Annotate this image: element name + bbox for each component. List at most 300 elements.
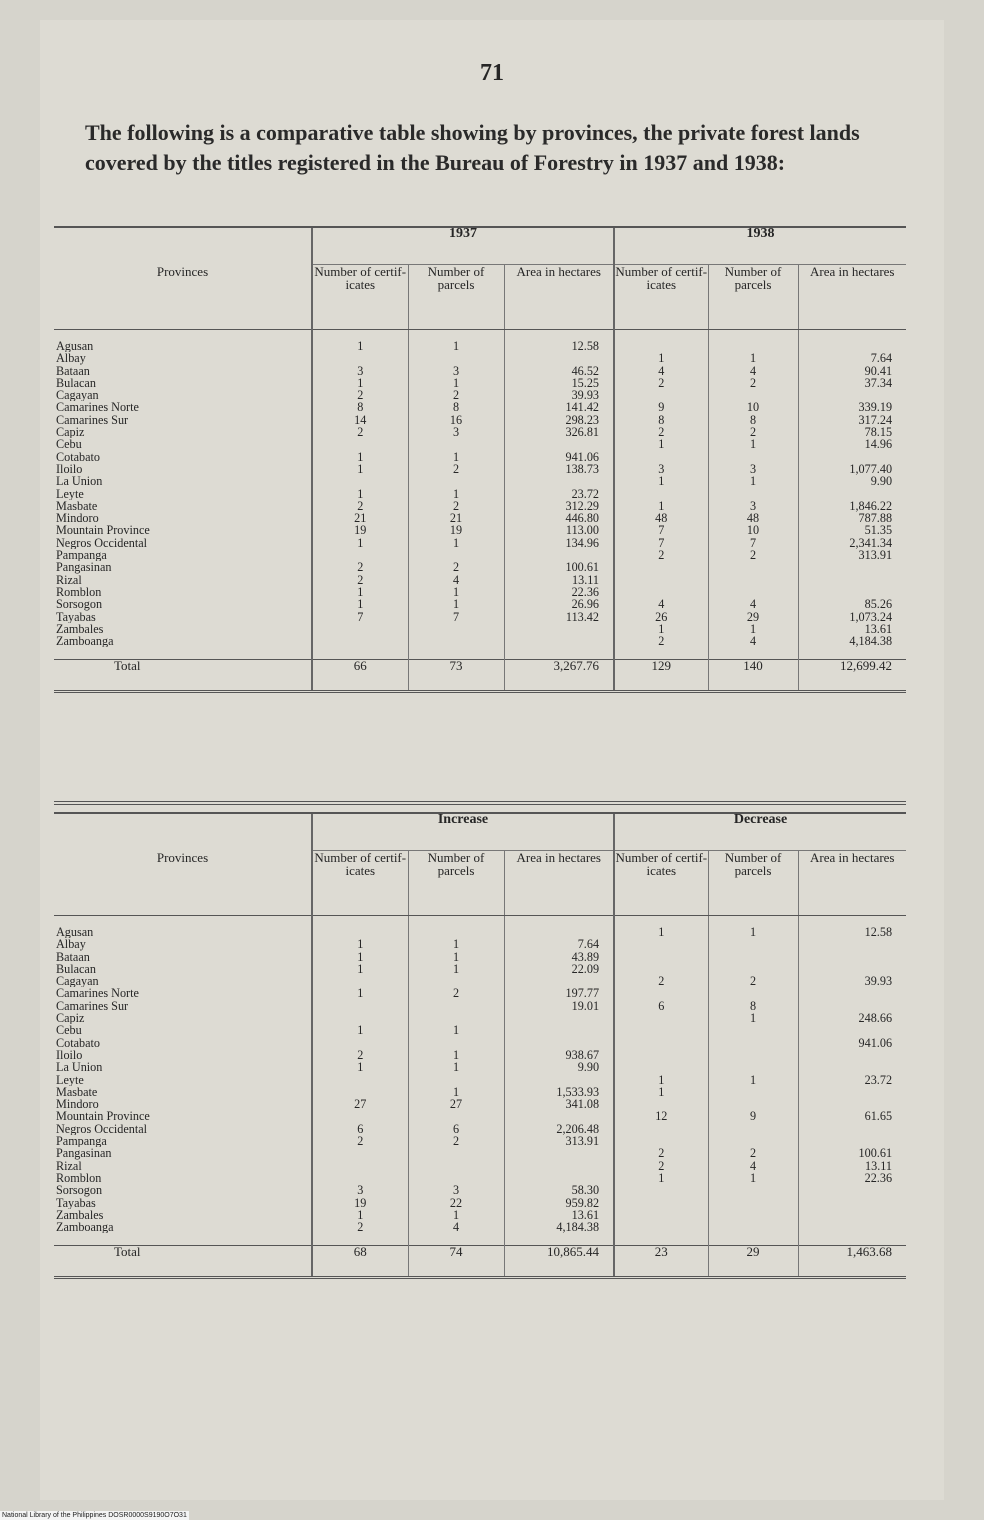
cell-a: 1 bbox=[312, 938, 408, 950]
cell-a: 2 bbox=[312, 389, 408, 401]
table-row bbox=[54, 414, 906, 426]
cell-c bbox=[504, 1037, 614, 1049]
intro-paragraph: The following is a comparative table showing by provinces, the private forest lands covered by the titles registered in the Bureau of Forestry in 1937 and 1938: bbox=[85, 120, 860, 175]
group-header-1937: 1937 bbox=[312, 227, 614, 265]
cell-b: 22 bbox=[408, 1197, 504, 1209]
header-blank bbox=[54, 227, 312, 265]
province-name: Tayabas bbox=[56, 610, 96, 623]
table-row bbox=[54, 1037, 906, 1049]
cell-c bbox=[504, 926, 614, 938]
cell-c: 134.96 bbox=[504, 537, 614, 549]
cell-f: 941.06 bbox=[798, 1037, 906, 1049]
province-name: Albay bbox=[56, 352, 86, 365]
table-row bbox=[54, 1098, 906, 1110]
cell-a: 2 bbox=[312, 426, 408, 438]
table-row bbox=[54, 389, 906, 401]
cell-e bbox=[708, 1061, 798, 1073]
table-row bbox=[54, 1012, 906, 1024]
total-certificates-increase: 68 bbox=[312, 1246, 408, 1278]
cell-b bbox=[408, 1037, 504, 1049]
cell-f: 37.34 bbox=[798, 377, 906, 389]
cell-e bbox=[708, 1197, 798, 1209]
cell-f: 13.61 bbox=[798, 623, 906, 635]
cell-d: 1 bbox=[614, 1074, 708, 1086]
spacer-cell bbox=[312, 1233, 408, 1246]
cell-d: 8 bbox=[614, 414, 708, 426]
province-name: Sorsogon bbox=[56, 598, 103, 611]
cell-a: 3 bbox=[312, 365, 408, 377]
cell-b bbox=[408, 1012, 504, 1024]
cell-a: 6 bbox=[312, 1123, 408, 1135]
province-name: Pampanga bbox=[56, 549, 107, 562]
cell-f: 78.15 bbox=[798, 426, 906, 438]
table-row bbox=[54, 1074, 906, 1086]
cell-b bbox=[408, 635, 504, 647]
cell-f bbox=[798, 1209, 906, 1221]
spacer-cell bbox=[614, 1233, 708, 1246]
province-name: Masbate bbox=[56, 1085, 98, 1099]
cell-b: 2 bbox=[408, 561, 504, 573]
cell-b: 3 bbox=[408, 365, 504, 377]
cell-f: 39.93 bbox=[798, 975, 906, 987]
cell-e bbox=[708, 586, 798, 598]
cell-a: 8 bbox=[312, 401, 408, 413]
cell-b: 1 bbox=[408, 598, 504, 610]
spacer-cell bbox=[312, 647, 408, 660]
province-name: Zamboanga bbox=[56, 635, 114, 648]
cell-c: 113.42 bbox=[504, 611, 614, 623]
table-increase-decrease bbox=[54, 812, 906, 1279]
cell-a bbox=[312, 1147, 408, 1159]
table-row bbox=[54, 524, 906, 536]
cell-f bbox=[798, 1024, 906, 1036]
province-name: Cotabato bbox=[56, 450, 101, 463]
cell-d bbox=[614, 1037, 708, 1049]
cell-e: 8 bbox=[708, 1000, 798, 1012]
cell-d bbox=[614, 389, 708, 401]
cell-b: 1 bbox=[408, 586, 504, 598]
column-header-parcels: Number of parcels bbox=[708, 851, 798, 916]
cell-b: 1 bbox=[408, 537, 504, 549]
cell-f bbox=[798, 951, 906, 963]
column-header-certificates: Number of certif- icates bbox=[312, 851, 408, 916]
table-row bbox=[54, 1221, 906, 1233]
province-name: La Union bbox=[56, 475, 103, 488]
cell-f: 51.35 bbox=[798, 524, 906, 536]
cell-c: 19.01 bbox=[504, 1000, 614, 1012]
cell-b: 1 bbox=[408, 963, 504, 975]
cell-b: 2 bbox=[408, 389, 504, 401]
cell-c: 298.23 bbox=[504, 414, 614, 426]
cell-e: 4 bbox=[708, 1160, 798, 1172]
province-name: Cebu bbox=[56, 438, 82, 451]
cell-d bbox=[614, 1209, 708, 1221]
cell-d: 1 bbox=[614, 438, 708, 450]
province-name: Sorsogon bbox=[56, 1184, 103, 1197]
cell-c bbox=[504, 549, 614, 561]
cell-d: 6 bbox=[614, 1000, 708, 1012]
cell-b bbox=[408, 1172, 504, 1184]
header-blank bbox=[54, 813, 312, 851]
cell-d: 4 bbox=[614, 598, 708, 610]
cell-e: 1 bbox=[708, 475, 798, 487]
column-header-area: Area in hectares bbox=[798, 851, 906, 916]
cell-e bbox=[708, 1123, 798, 1135]
cell-e: 4 bbox=[708, 365, 798, 377]
cell-e bbox=[708, 1098, 798, 1110]
province-name: Negros Occidental bbox=[56, 1122, 148, 1136]
province-name: Bataan bbox=[56, 950, 90, 963]
cell-b: 1 bbox=[408, 951, 504, 963]
cell-c: 100.61 bbox=[504, 561, 614, 573]
cell-f bbox=[798, 451, 906, 463]
cell-a: 1 bbox=[312, 377, 408, 389]
cell-d bbox=[614, 574, 708, 586]
cell-a bbox=[312, 975, 408, 987]
province-name: Mindoro bbox=[56, 1098, 99, 1111]
province-name: Agusan bbox=[56, 926, 94, 939]
spacer-cell bbox=[54, 1233, 312, 1246]
cell-a: 2 bbox=[312, 574, 408, 586]
cell-f: 12.58 bbox=[798, 926, 906, 938]
table-1937-1938 bbox=[54, 226, 906, 693]
province-name: Bataan bbox=[56, 364, 90, 377]
spacer-cell bbox=[614, 916, 708, 927]
cell-c: 959.82 bbox=[504, 1197, 614, 1209]
cell-e: 3 bbox=[708, 500, 798, 512]
table-row bbox=[54, 574, 906, 586]
column-header-area: Area in hectares bbox=[504, 265, 614, 330]
cell-c bbox=[504, 438, 614, 450]
cell-b bbox=[408, 438, 504, 450]
cell-a: 21 bbox=[312, 512, 408, 524]
province-name: Cebu bbox=[56, 1024, 82, 1037]
cell-b bbox=[408, 1160, 504, 1172]
spacer-cell bbox=[798, 916, 906, 927]
cell-a bbox=[312, 1110, 408, 1122]
cell-a: 19 bbox=[312, 524, 408, 536]
cell-b bbox=[408, 1074, 504, 1086]
spacer-cell bbox=[408, 1233, 504, 1246]
cell-c: 341.08 bbox=[504, 1098, 614, 1110]
cell-f: 317.24 bbox=[798, 414, 906, 426]
province-name: Camarines Sur bbox=[56, 999, 129, 1013]
table-row bbox=[54, 1049, 906, 1061]
cell-e: 1 bbox=[708, 1074, 798, 1086]
spacer-cell bbox=[504, 647, 614, 660]
cell-e: 10 bbox=[708, 524, 798, 536]
province-name: Capiz bbox=[56, 426, 85, 439]
cell-f bbox=[798, 1098, 906, 1110]
cell-c: 1,533.93 bbox=[504, 1086, 614, 1098]
table-row bbox=[54, 1135, 906, 1147]
spacer-cell bbox=[408, 647, 504, 660]
cell-d: 2 bbox=[614, 1160, 708, 1172]
cell-a: 1 bbox=[312, 1061, 408, 1073]
cell-a: 1 bbox=[312, 537, 408, 549]
table-row bbox=[54, 561, 906, 573]
group-header-increase: Increase bbox=[312, 813, 614, 851]
spacer-cell bbox=[312, 916, 408, 927]
cell-b: 19 bbox=[408, 524, 504, 536]
table-row bbox=[54, 475, 906, 487]
cell-b: 4 bbox=[408, 1221, 504, 1233]
spacer-cell bbox=[504, 916, 614, 927]
cell-f: 1,077.40 bbox=[798, 463, 906, 475]
cell-d bbox=[614, 938, 708, 950]
cell-c: 39.93 bbox=[504, 389, 614, 401]
spacer-cell bbox=[504, 330, 614, 341]
cell-e: 1 bbox=[708, 1172, 798, 1184]
cell-a bbox=[312, 549, 408, 561]
table-row bbox=[54, 352, 906, 364]
cell-b: 1 bbox=[408, 1049, 504, 1061]
cell-d: 9 bbox=[614, 401, 708, 413]
table-row bbox=[54, 1086, 906, 1098]
cell-b: 21 bbox=[408, 512, 504, 524]
cell-e: 2 bbox=[708, 1147, 798, 1159]
cell-f bbox=[798, 389, 906, 401]
column-header-certificates: Number of certif- icates bbox=[312, 265, 408, 330]
spacer-cell bbox=[708, 647, 798, 660]
cell-c: 2,206.48 bbox=[504, 1123, 614, 1135]
cell-a: 1 bbox=[312, 1209, 408, 1221]
cell-c bbox=[504, 1110, 614, 1122]
cell-f bbox=[798, 586, 906, 598]
spacer-cell bbox=[708, 916, 798, 927]
cell-a bbox=[312, 475, 408, 487]
cell-e: 7 bbox=[708, 537, 798, 549]
cell-b: 1 bbox=[408, 1061, 504, 1073]
cell-a: 1 bbox=[312, 340, 408, 352]
cell-b: 4 bbox=[408, 574, 504, 586]
cell-d bbox=[614, 1221, 708, 1233]
province-name: Cagayan bbox=[56, 975, 99, 988]
cell-c bbox=[504, 475, 614, 487]
province-name: Pangasinan bbox=[56, 1147, 112, 1160]
cell-d: 2 bbox=[614, 635, 708, 647]
column-header-parcels: Number of parcels bbox=[408, 851, 504, 916]
cell-a: 27 bbox=[312, 1098, 408, 1110]
spacer-cell bbox=[54, 330, 312, 341]
cell-e: 48 bbox=[708, 512, 798, 524]
cell-f bbox=[798, 488, 906, 500]
cell-a bbox=[312, 438, 408, 450]
cell-d bbox=[614, 1135, 708, 1147]
cell-e bbox=[708, 451, 798, 463]
table-row bbox=[54, 451, 906, 463]
cell-c bbox=[504, 1160, 614, 1172]
cell-a: 7 bbox=[312, 611, 408, 623]
cell-e bbox=[708, 340, 798, 352]
cell-b bbox=[408, 475, 504, 487]
cell-f: 313.91 bbox=[798, 549, 906, 561]
cell-c: 43.89 bbox=[504, 951, 614, 963]
cell-c: 7.64 bbox=[504, 938, 614, 950]
cell-b: 1 bbox=[408, 488, 504, 500]
cell-e: 4 bbox=[708, 635, 798, 647]
cell-b bbox=[408, 549, 504, 561]
province-name: Masbate bbox=[56, 499, 98, 513]
cell-a: 3 bbox=[312, 1184, 408, 1196]
cell-c: 313.91 bbox=[504, 1135, 614, 1147]
column-header-certificates: Number of certif- icates bbox=[614, 265, 708, 330]
cell-d bbox=[614, 1123, 708, 1135]
cell-e: 10 bbox=[708, 401, 798, 413]
cell-a bbox=[312, 635, 408, 647]
table-row bbox=[54, 938, 906, 950]
province-name: Leyte bbox=[56, 487, 84, 500]
total-area-1938: 12,699.42 bbox=[798, 660, 906, 692]
cell-f bbox=[798, 1184, 906, 1196]
table-row bbox=[54, 586, 906, 598]
cell-c bbox=[504, 635, 614, 647]
province-name: Camarines Norte bbox=[56, 987, 139, 1000]
cell-b: 27 bbox=[408, 1098, 504, 1110]
province-name: Iloilo bbox=[56, 1048, 83, 1062]
cell-f bbox=[798, 561, 906, 573]
table-row bbox=[54, 1061, 906, 1073]
spacer-cell bbox=[708, 330, 798, 341]
cell-a: 1 bbox=[312, 987, 408, 999]
cell-e bbox=[708, 1049, 798, 1061]
cell-e: 3 bbox=[708, 463, 798, 475]
cell-d: 3 bbox=[614, 463, 708, 475]
table-row bbox=[54, 1110, 906, 1122]
cell-c: 12.58 bbox=[504, 340, 614, 352]
table-row bbox=[54, 1000, 906, 1012]
spacer-row bbox=[54, 330, 906, 341]
cell-a: 1 bbox=[312, 488, 408, 500]
cell-b: 1 bbox=[408, 451, 504, 463]
cell-d: 1 bbox=[614, 352, 708, 364]
total-certificates-1937: 66 bbox=[312, 660, 408, 692]
column-header-certificates: Number of certif- icates bbox=[614, 851, 708, 916]
cell-c: 938.67 bbox=[504, 1049, 614, 1061]
cell-d bbox=[614, 1098, 708, 1110]
total-label: Total bbox=[54, 660, 312, 692]
cell-c: 58.30 bbox=[504, 1184, 614, 1196]
cell-f bbox=[798, 1000, 906, 1012]
cell-d bbox=[614, 561, 708, 573]
cell-d: 1 bbox=[614, 500, 708, 512]
cell-d: 2 bbox=[614, 975, 708, 987]
cell-c: 197.77 bbox=[504, 987, 614, 999]
province-name: Agusan bbox=[56, 340, 94, 353]
cell-a: 19 bbox=[312, 1197, 408, 1209]
cell-c: 113.00 bbox=[504, 524, 614, 536]
table-row bbox=[54, 1160, 906, 1172]
cell-c: 22.36 bbox=[504, 586, 614, 598]
total-area-increase: 10,865.44 bbox=[504, 1246, 614, 1278]
cell-a bbox=[312, 1086, 408, 1098]
cell-e: 1 bbox=[708, 623, 798, 635]
table-row bbox=[54, 365, 906, 377]
cell-f bbox=[798, 963, 906, 975]
cell-c: 312.29 bbox=[504, 500, 614, 512]
cell-d: 4 bbox=[614, 365, 708, 377]
cell-d bbox=[614, 987, 708, 999]
cell-e bbox=[708, 1221, 798, 1233]
cell-e: 1 bbox=[708, 926, 798, 938]
province-name: Tayabas bbox=[56, 1196, 96, 1209]
cell-a: 2 bbox=[312, 500, 408, 512]
cell-b: 8 bbox=[408, 401, 504, 413]
spacer-cell bbox=[708, 1233, 798, 1246]
cell-d: 2 bbox=[614, 426, 708, 438]
province-name: Mindoro bbox=[56, 512, 99, 525]
cell-f bbox=[798, 1135, 906, 1147]
spacer-cell bbox=[504, 1233, 614, 1246]
total-certificates-decrease: 23 bbox=[614, 1246, 708, 1278]
cell-d: 1 bbox=[614, 623, 708, 635]
cell-e bbox=[708, 1024, 798, 1036]
cell-e: 1 bbox=[708, 1012, 798, 1024]
province-name: Mountain Province bbox=[56, 1110, 150, 1123]
cell-e bbox=[708, 488, 798, 500]
column-header-area: Area in hectares bbox=[504, 851, 614, 916]
document-page bbox=[40, 20, 944, 1500]
table-row bbox=[54, 623, 906, 635]
cell-b: 3 bbox=[408, 1184, 504, 1196]
cell-f: 339.19 bbox=[798, 401, 906, 413]
total-certificates-1938: 129 bbox=[614, 660, 708, 692]
table-row bbox=[54, 1024, 906, 1036]
cell-d bbox=[614, 340, 708, 352]
table-row bbox=[54, 926, 906, 938]
province-name: Zamboanga bbox=[56, 1221, 114, 1234]
cell-c bbox=[504, 1074, 614, 1086]
cell-c bbox=[504, 623, 614, 635]
column-header-provinces: Provinces bbox=[54, 851, 312, 916]
spacer-cell bbox=[408, 916, 504, 927]
province-name: Mountain Province bbox=[56, 524, 150, 537]
table-row bbox=[54, 512, 906, 524]
cell-e: 9 bbox=[708, 1110, 798, 1122]
table-row bbox=[54, 426, 906, 438]
province-name: Leyte bbox=[56, 1073, 84, 1086]
cell-d: 2 bbox=[614, 377, 708, 389]
province-name: Iloilo bbox=[56, 462, 83, 476]
cell-d: 1 bbox=[614, 1172, 708, 1184]
cell-b: 1 bbox=[408, 1209, 504, 1221]
cell-b: 16 bbox=[408, 414, 504, 426]
province-name: Zambales bbox=[56, 622, 104, 636]
cell-d: 2 bbox=[614, 549, 708, 561]
cell-d: 48 bbox=[614, 512, 708, 524]
cell-f: 23.72 bbox=[798, 1074, 906, 1086]
cell-e bbox=[708, 574, 798, 586]
cell-e bbox=[708, 963, 798, 975]
cell-b bbox=[408, 926, 504, 938]
cell-c: 9.90 bbox=[504, 1061, 614, 1073]
cell-a: 14 bbox=[312, 414, 408, 426]
cell-d bbox=[614, 963, 708, 975]
cell-f: 13.11 bbox=[798, 1160, 906, 1172]
column-header-area: Area in hectares bbox=[798, 265, 906, 330]
cell-d bbox=[614, 1049, 708, 1061]
cell-d: 12 bbox=[614, 1110, 708, 1122]
cell-b: 1 bbox=[408, 377, 504, 389]
cell-a: 1 bbox=[312, 598, 408, 610]
cell-e: 2 bbox=[708, 377, 798, 389]
cell-a bbox=[312, 1172, 408, 1184]
cell-b bbox=[408, 623, 504, 635]
cell-c: 22.09 bbox=[504, 963, 614, 975]
spacer-cell bbox=[798, 1233, 906, 1246]
cell-b bbox=[408, 975, 504, 987]
cell-c bbox=[504, 975, 614, 987]
